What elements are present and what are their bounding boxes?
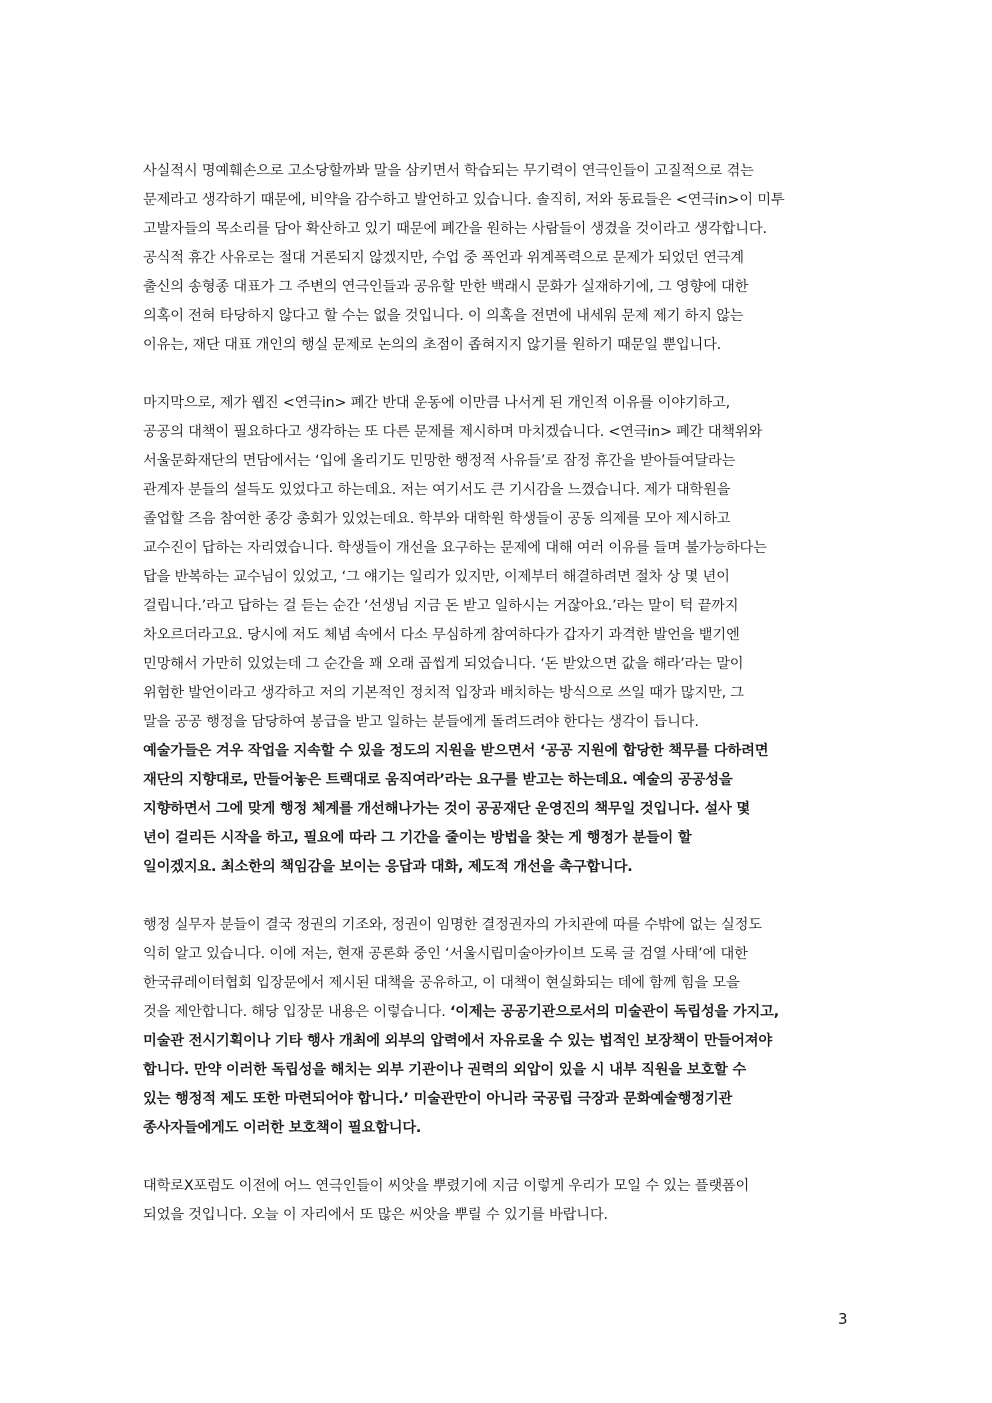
text-line: 일이겠지요. 최소한의 책임감을 보이는 응답과 대화, 제도적 개선을 촉구합니다. <box>143 859 633 875</box>
text-line: 공식적 휴간 사유로는 절대 거론되지 않겠지만, 수업 중 폭언과 위계폭력으로 문제가 되었던 연극계 <box>143 250 744 266</box>
text-line: 의혹이 전혀 타당하지 않다고 할 수는 없을 것입니다. 이 의혹을 전면에 내세워 문제 제기 하지 않는 <box>143 308 744 324</box>
text-line: 사실적시 명예훼손으로 고소당할까봐 말을 삼키면서 학습되는 무기력이 연극인들이 고질적으로 겪는 <box>143 163 754 179</box>
text-line: 년이 걸리든 시작을 하고, 필요에 따라 그 기간을 줄이는 방법을 찾는 게 행정가 분들이 할 <box>143 830 692 846</box>
page-number: 3 <box>838 1310 848 1328</box>
text-segment: 것을 제안합니다. 해당 입장문 내용은 이렇습니다. <box>143 1004 450 1020</box>
paragraph-gap <box>143 360 855 389</box>
document-body <box>143 157 855 1230</box>
text-line: 답을 반복하는 교수님이 있었고, ‘그 얘기는 일리가 있지만, 이제부터 해결하려면 절차 상 몇 년이 <box>143 569 730 585</box>
text-line: 차오르더라고요. 당시에 저도 체념 속에서 다소 무심하게 참여하다가 갑자기 과격한 발언을 뱉기엔 <box>143 627 740 643</box>
text-line: 출신의 송형종 대표가 그 주변의 연극인들과 공유할 만한 백래시 문화가 실재하기에, 그 영향에 대한 <box>143 279 749 295</box>
text-line: 재단의 지향대로, 만들어놓은 트랙대로 움직여라’라는 요구를 받고는 하는데요. 예술의 공공성을 <box>143 772 733 788</box>
paragraph-gap <box>143 882 855 911</box>
text-line: 말을 공공 행정을 담당하여 봉급을 받고 일하는 분들에게 돌려드려야 한다는 생각이 듭니다. <box>143 714 699 730</box>
text-line: 이유는, 재단 대표 개인의 행실 문제로 논의의 초점이 좁혀지지 않기를 원하기 때문일 뿐입니다. <box>143 337 722 353</box>
text-line: 문제라고 생각하기 때문에, 비약을 감수하고 발언하고 있습니다. 솔직히, 저와 동료들은 <연극in>이 미투 <box>143 192 785 208</box>
paragraph <box>143 911 855 1143</box>
text-line: 지향하면서 그에 맞게 행정 체계를 개선해나가는 것이 공공재단 운영진의 책무일 것입니다. 설사 몇 <box>143 801 750 817</box>
text-line: 위험한 발언이라고 생각하고 저의 기본적인 정치적 입장과 배치하는 방식으로 쓰일 때가 많지만, 그 <box>143 685 744 701</box>
text-line: 있는 행정적 제도 또한 마련되어야 합니다.’ 미술관만이 아니라 국공립 극장과 문화예술행정기관 <box>143 1091 733 1107</box>
text-line <box>143 998 855 1027</box>
text-line: 졸업할 즈음 참여한 종강 총회가 있었는데요. 학부와 대학원 학생들이 공동 의제를 모아 제시하고 <box>143 511 731 527</box>
text-line: 종사자들에게도 이러한 보호책이 필요합니다. <box>143 1120 422 1136</box>
text-line: 마지막으로, 제가 웹진 <연극in> 폐간 반대 운동에 이만큼 나서게 된 개인적 이유를 이야기하고, <box>143 395 731 411</box>
text-line: 교수진이 답하는 자리였습니다. 학생들이 개선을 요구하는 문제에 대해 여러 이유를 들며 불가능하다는 <box>143 540 767 556</box>
text-line: 고발자들의 목소리를 담아 확산하고 있기 때문에 폐간을 원하는 사람들이 생겼을 것이라고 생각합니다. <box>143 221 767 237</box>
paragraph <box>143 389 855 882</box>
text-line: 익히 알고 있습니다. 이에 저는, 현재 공론화 중인 ‘서울시립미술아카이브 도록 글 검열 사태’에 대한 <box>143 946 748 962</box>
text-line: 민망해서 가만히 있었는데 그 순간을 꽤 오래 곱씹게 되었습니다. ‘돈 받았으면 값을 해라’라는 말이 <box>143 656 744 672</box>
paragraph <box>143 1172 855 1230</box>
text-line: 되었을 것입니다. 오늘 이 자리에서 또 많은 씨앗을 뿌릴 수 있기를 바랍니다. <box>143 1207 608 1223</box>
text-line: 행정 실무자 분들이 결국 정권의 기조와, 정권이 임명한 결정권자의 가치관에 따를 수밖에 없는 실정도 <box>143 917 762 933</box>
text-line: 합니다. 만약 이러한 독립성을 해치는 외부 기관이나 권력의 외압이 있을 시 내부 직원을 보호할 수 <box>143 1062 746 1078</box>
text-line: 걸립니다.’라고 답하는 걸 듣는 순간 ‘선생님 지금 돈 받고 일하시는 거잖아요.’라는 말이 턱 끝까지 <box>143 598 739 614</box>
text-line: 공공의 대책이 필요하다고 생각하는 또 다른 문제를 제시하며 마치겠습니다. <연극in> 폐간 대책위와 <box>143 424 763 440</box>
text-line: 관계자 분들의 설득도 있었다고 하는데요. 저는 여기서도 큰 기시감을 느꼈습니다. 제가 대학원을 <box>143 482 731 498</box>
text-line: 서울문화재단의 면담에서는 ‘입에 올리기도 민망한 행정적 사유들’로 잠정 휴간을 받아들여달라는 <box>143 453 736 469</box>
text-line: 한국큐레이터협회 입장문에서 제시된 대책을 공유하고, 이 대책이 현실화되는 데에 함께 힘을 모을 <box>143 975 740 991</box>
text-line: 예술가들은 겨우 작업을 지속할 수 있을 정도의 지원을 받으면서 ‘공공 지원에 합당한 책무를 다하려면 <box>143 743 769 759</box>
text-line: 미술관 전시기획이나 기타 행사 개최에 외부의 압력에서 자유로울 수 있는 법적인 보장책이 만들어져야 <box>143 1033 772 1049</box>
text-line: 대학로X포럼도 이전에 어느 연극인들이 씨앗을 뿌렸기에 지금 이렇게 우리가 모일 수 있는 플랫폼이 <box>143 1178 750 1194</box>
bold-text-segment: ‘이제는 공공기관으로서의 미술관이 독립성을 가지고, <box>449 1004 779 1020</box>
paragraph <box>143 157 855 360</box>
paragraph-gap <box>143 1143 855 1172</box>
